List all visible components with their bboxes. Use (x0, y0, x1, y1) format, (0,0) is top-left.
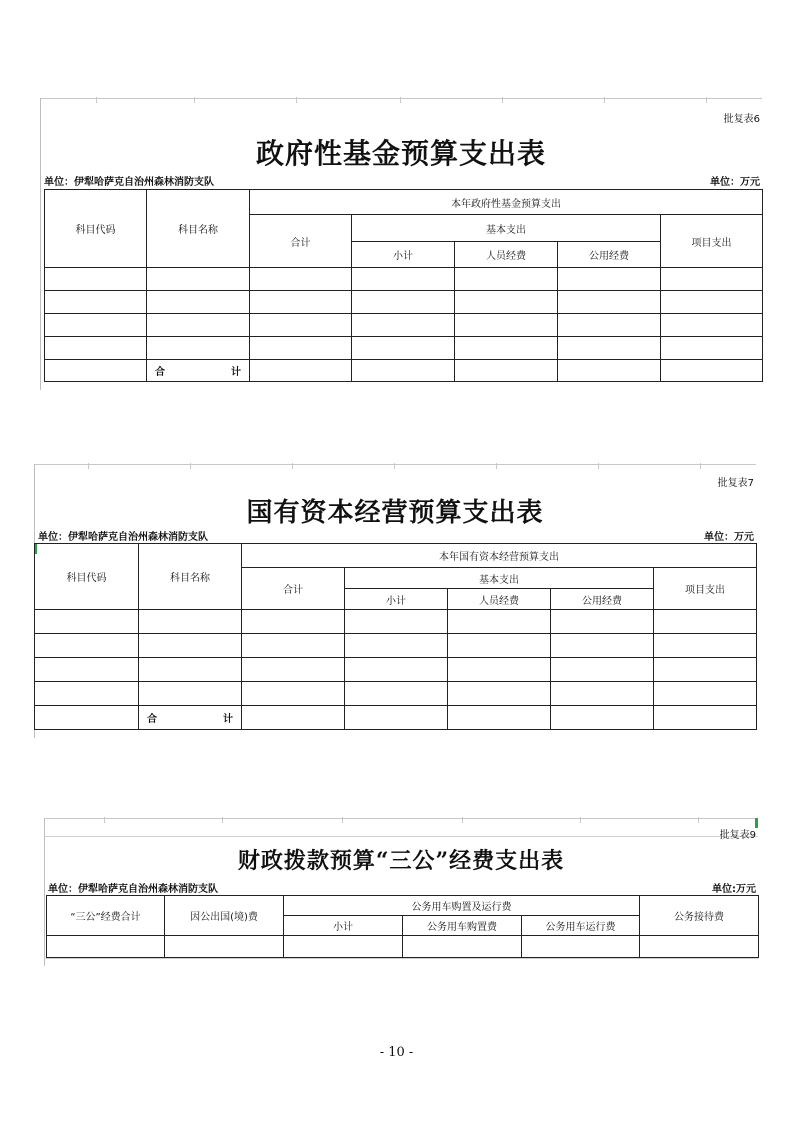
table-row (35, 610, 757, 634)
table-row (45, 337, 763, 360)
sheet-table-7 (34, 464, 756, 738)
header-name: 科目名称 (147, 190, 250, 268)
header-group: 本年国有资本经营预算支出 (242, 544, 757, 568)
header-basic: 基本支出 (352, 215, 661, 242)
table-row (45, 291, 763, 314)
unit-left: 单位：伊犁哈萨克自治州森林消防支队 (48, 884, 218, 895)
header-total: 合计 (242, 568, 345, 610)
spreadsheet-row-line (44, 958, 758, 959)
table-row (47, 936, 759, 958)
spreadsheet-edge (44, 818, 45, 966)
header-basic: 基本支出 (345, 568, 654, 589)
header-reception: 公务接待费 (640, 896, 759, 936)
header-subtotal: 小计 (345, 589, 448, 610)
sheet-table-6 (40, 98, 762, 390)
header-vehicle: 公务用车购置及运行费 (284, 896, 640, 916)
table-tag: 批复表9 (719, 830, 756, 841)
table-row (45, 314, 763, 337)
table-title: 国有资本经营预算支出表 (246, 498, 544, 528)
spreadsheet-column-header (44, 818, 758, 824)
table-row (45, 268, 763, 291)
header-code: 科目代码 (45, 190, 147, 268)
three-public-expense-table (46, 895, 759, 958)
header-subtotal: 小计 (352, 242, 455, 268)
spreadsheet-column-header (34, 464, 756, 470)
table-row (35, 634, 757, 658)
header-staff: 人员经费 (455, 242, 558, 268)
header-abroad: 因公出国(境)费 (165, 896, 284, 936)
unit-left: 单位：伊犁哈萨克自治州森林消防支队 (44, 177, 214, 188)
header-code: 科目代码 (35, 544, 139, 610)
unit-right: 单位：万元 (704, 532, 754, 543)
header-name: 科目名称 (139, 544, 242, 610)
header-public: 公用经费 (558, 242, 661, 268)
table-row (35, 658, 757, 682)
unit-left: 单位：伊犁哈萨克自治州森林消防支队 (38, 532, 208, 543)
header-staff: 人员经费 (448, 589, 551, 610)
spreadsheet-column-header (40, 98, 762, 104)
header-project: 项目支出 (654, 568, 757, 610)
header-project: 项目支出 (661, 215, 763, 268)
table-title: 政府性基金预算支出表 (255, 137, 546, 170)
total-row (35, 706, 757, 730)
sheet-table-9 (44, 818, 758, 966)
total-label: 合 计 (139, 706, 242, 730)
table-row (35, 682, 757, 706)
total-row (45, 360, 763, 382)
unit-right: 单位：万元 (710, 177, 760, 188)
header-group: 本年政府性基金预算支出 (250, 190, 763, 215)
budget-table (44, 189, 763, 382)
header-subtotal: 小计 (284, 916, 403, 936)
header-public: 公用经费 (551, 589, 654, 610)
header-total: 合计 (250, 215, 352, 268)
page-number: - 10 - (379, 1045, 414, 1060)
table-tag: 批复表6 (723, 114, 760, 125)
table-title: 财政拨款预算“三公”经费支出表 (237, 848, 565, 874)
header-three-public-total: “三公”经费合计 (47, 896, 165, 936)
unit-right: 单位:万元 (712, 884, 756, 895)
spreadsheet-row-line (44, 836, 758, 837)
header-vehicle-operate: 公务用车运行费 (522, 916, 640, 936)
table-tag: 批复表7 (717, 478, 754, 489)
header-vehicle-purchase: 公务用车购置费 (403, 916, 522, 936)
total-label: 合 计 (147, 360, 250, 382)
budget-table (34, 543, 757, 730)
